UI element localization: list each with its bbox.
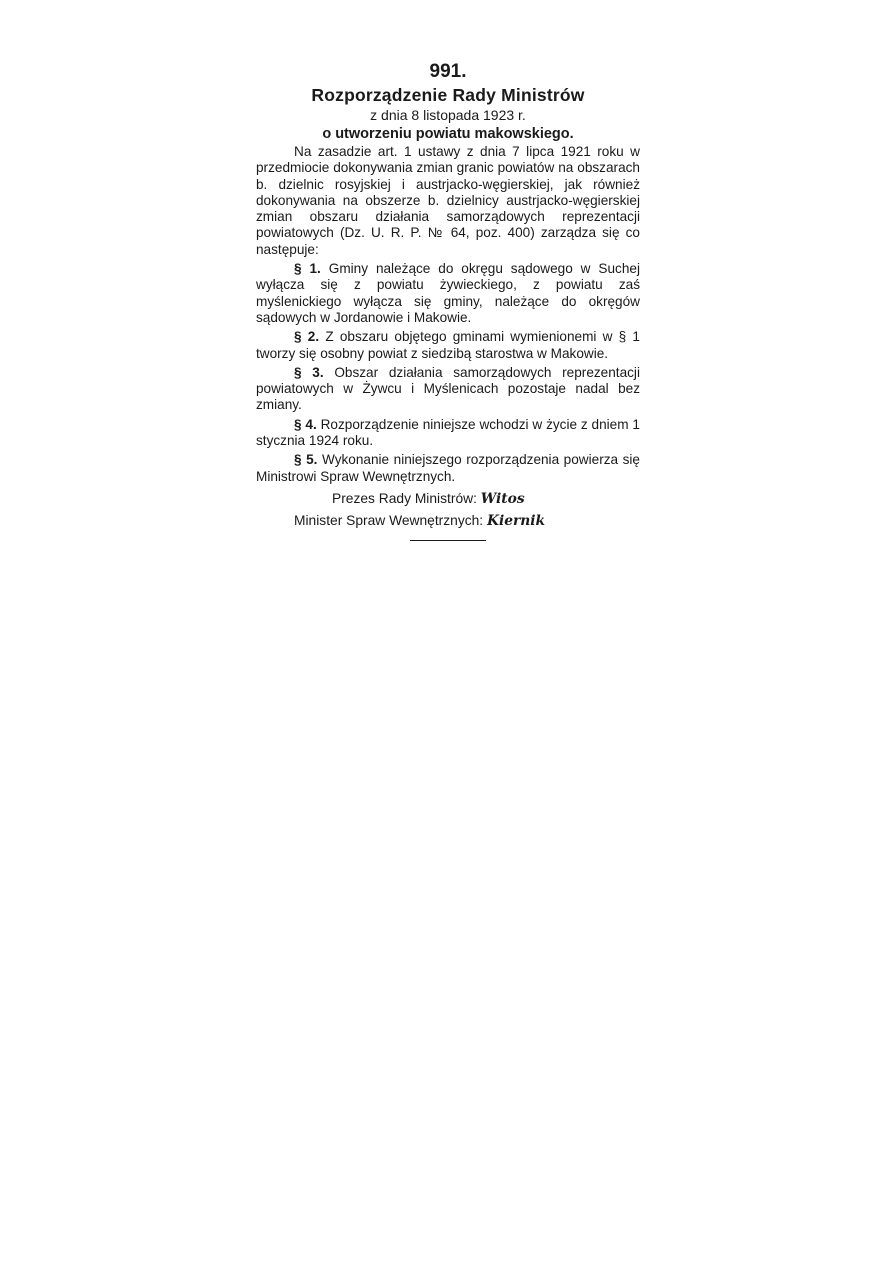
section-label: § 3. [294, 364, 324, 380]
act-subject: o utworzeniu powiatu makowskiego. [322, 126, 574, 142]
act-title: Rozporządzenie Rady Ministrów [311, 85, 585, 105]
section-paragraph-2 [256, 329, 640, 362]
interior-minister-signature [256, 510, 640, 532]
signature-block [256, 488, 640, 532]
section-text: Wykonanie niniejszego rozporządzenia powierza się Ministrowi Spraw Wewnętrznych. [256, 452, 640, 484]
prime-minister-signature [256, 488, 640, 510]
section-paragraph-4 [256, 417, 640, 450]
section-paragraph-5 [256, 452, 640, 485]
signatory-name: Witos [480, 490, 525, 507]
act-number: 991. [429, 61, 467, 82]
section-text: Rozporządzenie niniejsze wchodzi w życie z dniem 1 stycznia 1924 roku. [256, 416, 640, 449]
section-text: Z obszaru objętego gminami wymienionemi w § 1 tworzy się osobny powiat z siedzibą starostwa w Makowie. [256, 329, 640, 361]
section-label: § 4. [294, 416, 317, 432]
signatory-role: Prezes Rady Ministrów: [332, 490, 477, 506]
signatory-name: Kiernik [486, 512, 546, 529]
section-text: Obszar działania samorządowych reprezentacji powiatowych w Żywcu i Myślenicach pozostaje nadal bez zmiany. [256, 364, 640, 413]
section-label: § 2. [294, 329, 320, 345]
section-paragraph-3 [256, 365, 640, 414]
section-label: § 5. [294, 452, 318, 468]
act-date: z dnia 8 listopada 1923 r. [370, 107, 526, 123]
regulation-document [256, 60, 640, 541]
closing-divider [410, 540, 486, 541]
section-text: Gminy należące do okręgu sądowego w Suchej wyłącza się z powiatu żywieckiego, z powiatu zaś myślenickiego wyłącza się gminy, należące do okręgów sądowych w Jordanowie i Makowie. [256, 261, 640, 325]
section-label: § 1. [294, 261, 321, 277]
preamble-paragraph: Na zasadzie art. 1 ustawy z dnia 7 lipca 1921 roku w przedmiocie dokonywania zmian granic powiatów na obszarach b. dzielnic rosyjskiej i austrjacko-węgierskiej, jak również dokonywania na obszerze b. dzielnicy austrjacko-węgierskiej zmian obszaru działania samorządowych reprezentacji powiatowych (Dz. U. R. P. № 64, poz. 400) zarządza się co następuje: [256, 144, 640, 257]
signatory-role: Minister Spraw Wewnętrznych: [294, 512, 484, 528]
section-paragraph-1 [256, 261, 640, 326]
